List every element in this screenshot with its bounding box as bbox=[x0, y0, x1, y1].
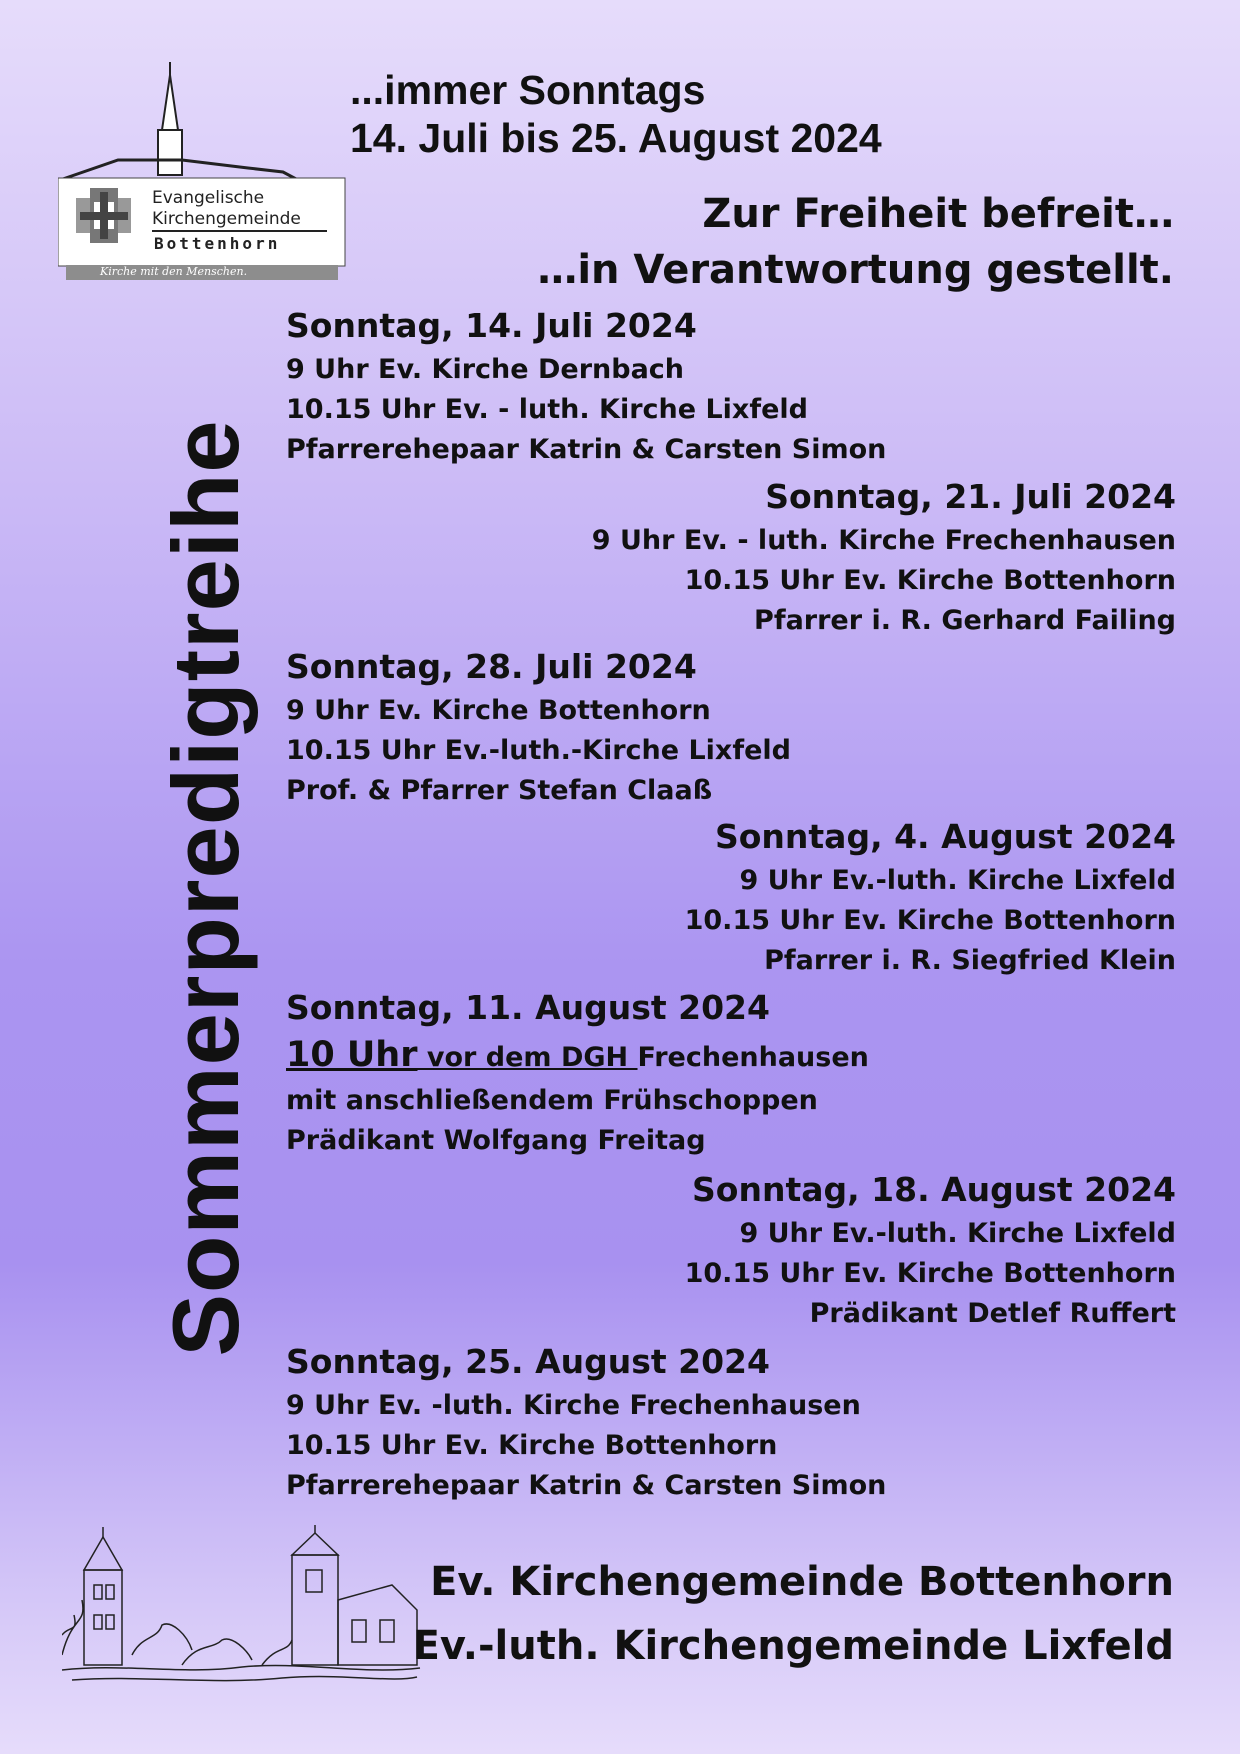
footer bbox=[413, 1550, 1174, 1678]
service-line: Pfarrer i. R. Gerhard Failing bbox=[754, 605, 1176, 636]
service-mid: vor dem DGH bbox=[417, 1042, 638, 1073]
service-block-6 bbox=[685, 1166, 1176, 1334]
motto-line1: Zur Freiheit befreit… bbox=[702, 191, 1174, 237]
service-line: 9 Uhr Ev. Kirche Dernbach bbox=[286, 354, 685, 385]
service-date: Sonntag, 28. Juli 2024 bbox=[286, 647, 697, 686]
service-block-2 bbox=[592, 473, 1176, 641]
service-line: 9 Uhr Ev.-luth. Kirche Lixfeld bbox=[739, 1218, 1176, 1249]
motto bbox=[537, 186, 1174, 298]
service-block-7 bbox=[286, 1338, 886, 1506]
service-block-4 bbox=[685, 813, 1176, 981]
logo-tagline: Kirche mit den Menschen. bbox=[100, 265, 248, 278]
service-place: Frechenhausen bbox=[637, 1042, 869, 1073]
service-time: 10 Uhr bbox=[286, 1035, 418, 1075]
service-date: Sonntag, 18. August 2024 bbox=[692, 1170, 1176, 1209]
service-line: 10.15 Uhr Ev.-luth.-Kirche Lixfeld bbox=[286, 735, 791, 766]
service-line: Prof. & Pfarrer Stefan Claaß bbox=[286, 775, 713, 806]
vertical-title: Sommerpredigtreihe bbox=[153, 419, 258, 1357]
service-line: Pfarrer i. R. Siegfried Klein bbox=[764, 945, 1176, 976]
service-line: 9 Uhr Ev.-luth. Kirche Lixfeld bbox=[739, 865, 1176, 896]
church-sketch-illustration bbox=[62, 1525, 422, 1690]
service-date: Sonntag, 21. Juli 2024 bbox=[765, 477, 1176, 516]
motto-line2: …in Verantwortung gestellt. bbox=[537, 247, 1174, 293]
church-sketch-icon bbox=[62, 1525, 422, 1690]
service-block-5 bbox=[286, 984, 869, 1161]
service-date: Sonntag, 11. August 2024 bbox=[286, 988, 770, 1027]
service-line: mit anschließendem Frühschoppen bbox=[286, 1085, 818, 1116]
service-line: Pfarrerehepaar Katrin & Carsten Simon bbox=[286, 434, 887, 465]
logo-line2: Kirchengemeinde bbox=[152, 209, 301, 229]
service-line: 9 Uhr Ev. - luth. Kirche Frechenhausen bbox=[591, 525, 1176, 556]
service-line: 9 Uhr Ev. Kirche Bottenhorn bbox=[286, 695, 711, 726]
service-special-line bbox=[286, 1032, 869, 1081]
logo-divider bbox=[152, 230, 327, 232]
header-dates bbox=[350, 66, 882, 162]
logo-line3: Bottenhorn bbox=[154, 234, 281, 253]
service-line: 10.15 Uhr Ev. Kirche Bottenhorn bbox=[684, 565, 1176, 596]
service-block-1 bbox=[286, 302, 886, 470]
service-line: 10.15 Uhr Ev. Kirche Bottenhorn bbox=[684, 905, 1176, 936]
footer-line2: Ev.-luth. Kirchengemeinde Lixfeld bbox=[412, 1623, 1174, 1669]
service-line: 10.15 Uhr Ev. Kirche Bottenhorn bbox=[286, 1430, 778, 1461]
service-date: Sonntag, 14. Juli 2024 bbox=[286, 306, 697, 345]
header-line2: 14. Juli bis 25. August 2024 bbox=[350, 115, 882, 161]
service-line: 10.15 Uhr Ev. - luth. Kirche Lixfeld bbox=[286, 394, 808, 425]
service-date: Sonntag, 4. August 2024 bbox=[714, 817, 1176, 856]
service-line: 9 Uhr Ev. -luth. Kirche Frechenhausen bbox=[286, 1390, 861, 1421]
service-line: Prädikant Detlef Ruffert bbox=[809, 1298, 1176, 1329]
service-line: 10.15 Uhr Ev. Kirche Bottenhorn bbox=[684, 1258, 1176, 1289]
service-line: Prädikant Wolfgang Freitag bbox=[286, 1125, 706, 1156]
logo-line1: Evangelische bbox=[152, 188, 265, 208]
service-block-3 bbox=[286, 643, 791, 811]
footer-line1: Ev. Kirchengemeinde Bottenhorn bbox=[430, 1559, 1174, 1605]
church-logo bbox=[58, 60, 343, 278]
header-line1: ...immer Sonntags bbox=[350, 67, 706, 113]
service-date: Sonntag, 25. August 2024 bbox=[286, 1342, 770, 1381]
service-line: Pfarrerehepaar Katrin & Carsten Simon bbox=[286, 1470, 887, 1501]
